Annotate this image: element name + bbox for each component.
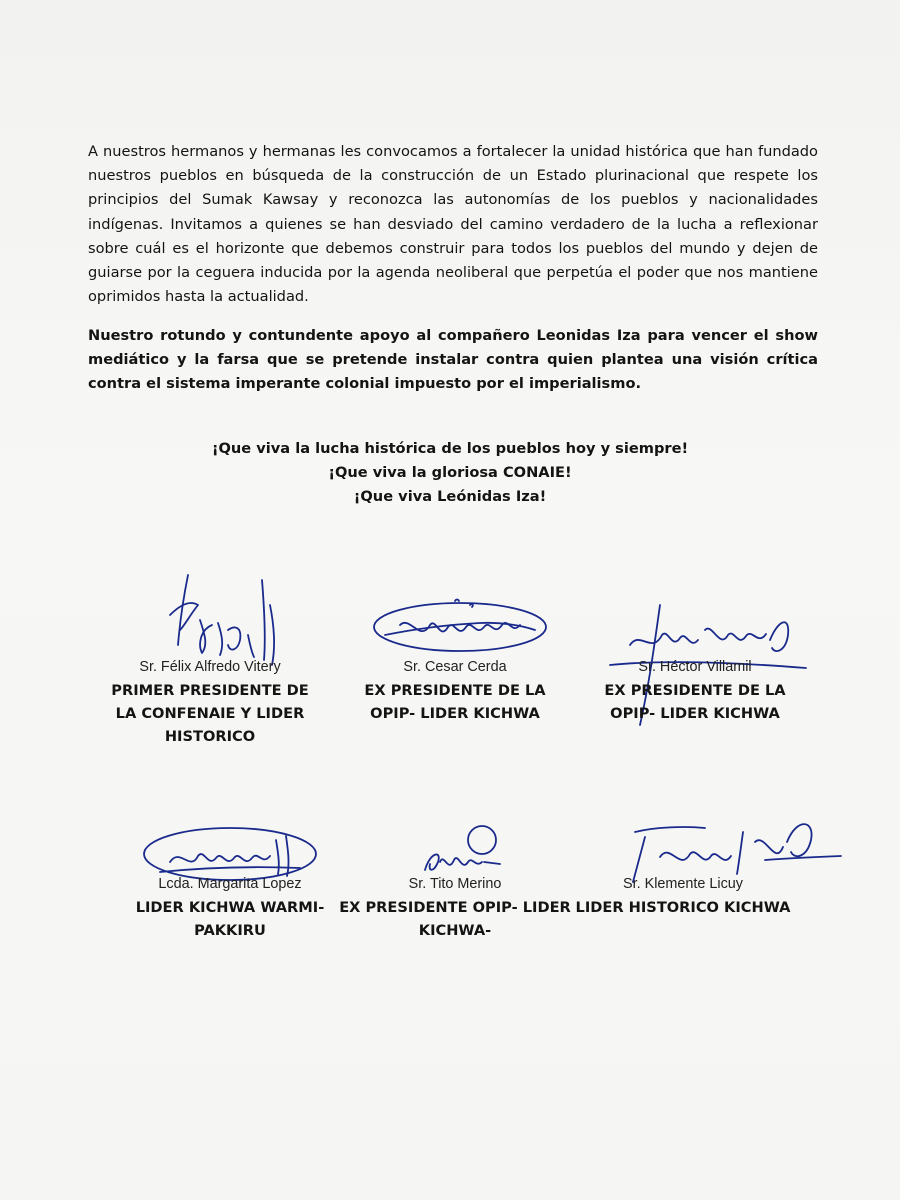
- slogan-line: ¡Que viva la lucha histórica de los pueblos hoy y siempre!: [211, 440, 689, 457]
- signatory-name: Sr. Cesar Cerda: [403, 659, 507, 675]
- signatory-vitery: [80, 656, 340, 748]
- signatory-licuy: [553, 873, 813, 919]
- signatory-villamil: [565, 656, 825, 725]
- signatory-title: PRIMER PRESIDENTE DE LA CONFENAIE Y LIDER HISTORICO: [111, 682, 309, 745]
- signatory-name: Sr. Tito Merino: [408, 876, 502, 892]
- signatory-merino: [325, 873, 585, 942]
- paragraph-convocation: A nuestros hermanos y hermanas les convocamos a fortalecer la unidad histórica que han fundado nuestros pueblos en búsqueda de la construcción de un Estado plurinacional que respete los principios del Sumak Kawsay y reconozca las autonomías de los pueblos y nacionalidades indígenas. Invitamos a quienes se han desviado del camino verdadero de la lucha a reflexionar sobre cuál es el horizonte que debemos construir para todos los pueblos del mundo y dejen de guiarse por la ceguera inducida por la agenda neoliberal que perpetúa el poder que nos mantiene oprimidos hasta la actualidad.: [88, 143, 818, 306]
- slogan-line: ¡Que viva la gloriosa CONAIE!: [328, 464, 572, 482]
- signature-cerda: [370, 595, 550, 665]
- signatory-title: EX PRESIDENTE OPIP- LIDER KICHWA-: [339, 899, 571, 939]
- signatory-name: Lcda. Margarita Lopez: [158, 876, 302, 892]
- signatory-title: LIDER HISTORICO KICHWA: [575, 899, 791, 916]
- signatory-name: Sr. Klemente Licuy: [623, 876, 743, 892]
- signatory-name: Sr. Félix Alfredo Vitery: [139, 659, 281, 675]
- slogans: [0, 437, 900, 510]
- signatory-title: LIDER KICHWA WARMI- PAKKIRU: [135, 899, 325, 939]
- signatory-cerda: [325, 656, 585, 725]
- signatory-title: EX PRESIDENTE DE LA OPIP- LIDER KICHWA: [364, 682, 546, 722]
- paragraph-support: Nuestro rotundo y contundente apoyo al compañero Leonidas Iza para vencer el show mediático y la farsa que se pretende instalar contra quien plantea una visión crítica contra el sistema imperante colonial impuesto por el imperialismo.: [88, 327, 818, 393]
- signatory-lopez: [100, 873, 360, 942]
- signatory-name: Sr. Héctor Villamil: [638, 659, 752, 675]
- signatory-title: EX PRESIDENTE DE LA OPIP- LIDER KICHWA: [604, 682, 786, 722]
- slogan-line: ¡Que viva Leónidas Iza!: [353, 488, 547, 506]
